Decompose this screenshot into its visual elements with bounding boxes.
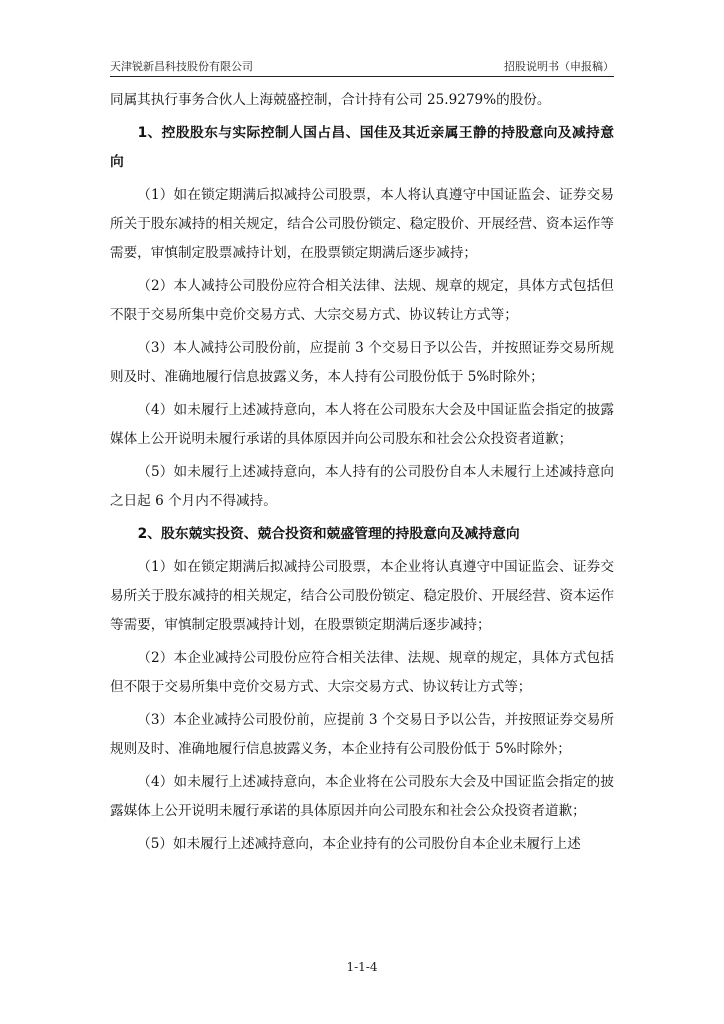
body-paragraph-2-4: （4）如未履行上述减持意向，本企业将在公司股东大会及中国证监会指定的披露媒体上公开说明未履行承诺的具体原因并向公司股东和社会公众投资者道歉； (110, 774, 614, 819)
body-paragraph-2-2: （2）本企业减持公司股份应符合相关法律、法规、规章的规定，具体方式包括但不限于交易所集中竞价交易方式、大宗交易方式、协议转让方式等； (110, 650, 614, 695)
header-company-name: 天津锐新昌科技股份有限公司 (110, 60, 253, 73)
page-header (110, 56, 614, 77)
body-paragraph-1-5: （5）如未履行上述减持意向，本人持有的公司股份自本人未履行上述减持意向之日起 6 个月内不得减持。 (110, 464, 614, 509)
body-paragraph-continuation: 同属其执行事务合伙人上海兢盛控制，合计持有公司 25.9279%的股份。 (110, 92, 551, 108)
body-paragraph-1-4: （4）如未履行上述减持意向，本人将在公司股东大会及中国证监会指定的披露媒体上公开说明未履行承诺的具体原因并向公司股东和社会公众投资者道歉； (110, 402, 614, 447)
body-paragraph-2-1: （1）如在锁定期满后拟减持公司股票，本企业将认真遵守中国证监会、证券交易所关于股东减持的相关规定，结合公司股份锁定、稳定股价、开展经营、资本运作等需要，审慎制定股票减持计划，在股票锁定期满后逐步减持； (110, 559, 614, 633)
body-paragraph-1-1: （1）如在锁定期满后拟减持公司股票，本人将认真遵守中国证监会、证券交易所关于股东减持的相关规定，结合公司股份锁定、稳定股价、开展经营、资本运作等需要，审慎制定股票减持计划，在股票锁定期满后逐步减持； (110, 187, 614, 261)
body-paragraph-1-2: （2）本人减持公司股份应符合相关法律、法规、规章的规定，具体方式包括但不限于交易所集中竞价交易方式、大宗交易方式、协议转让方式等； (110, 278, 614, 323)
section-heading-shareholder-entities: 2、股东兢实投资、兢合投资和兢盛管理的持股意向及减持意向 (137, 526, 520, 542)
body-paragraph-1-3: （3）本人减持公司股份前，应提前 3 个交易日予以公告，并按照证券交易所规则及时、准确地履行信息披露义务，本人持有公司股份低于 5%时除外； (110, 340, 614, 385)
body-paragraph-2-3: （3）本企业减持公司股份前，应提前 3 个交易日予以公告，并按照证券交易所规则及时、准确地履行信息披露义务，本企业持有公司股份低于 5%时除外； (110, 712, 614, 757)
document-body (110, 86, 614, 863)
body-paragraph-2-5: （5）如未履行上述减持意向，本企业持有的公司股份自本企业未履行上述 (137, 836, 581, 852)
page-number: 1-1-4 (346, 960, 378, 974)
section-heading-controlling-shareholder: 1、控股股东与实际控制人国占昌、国佳及其近亲属王静的持股意向及减持意向 (110, 125, 614, 170)
header-document-title: 招股说明书（申报稿） (504, 60, 614, 73)
